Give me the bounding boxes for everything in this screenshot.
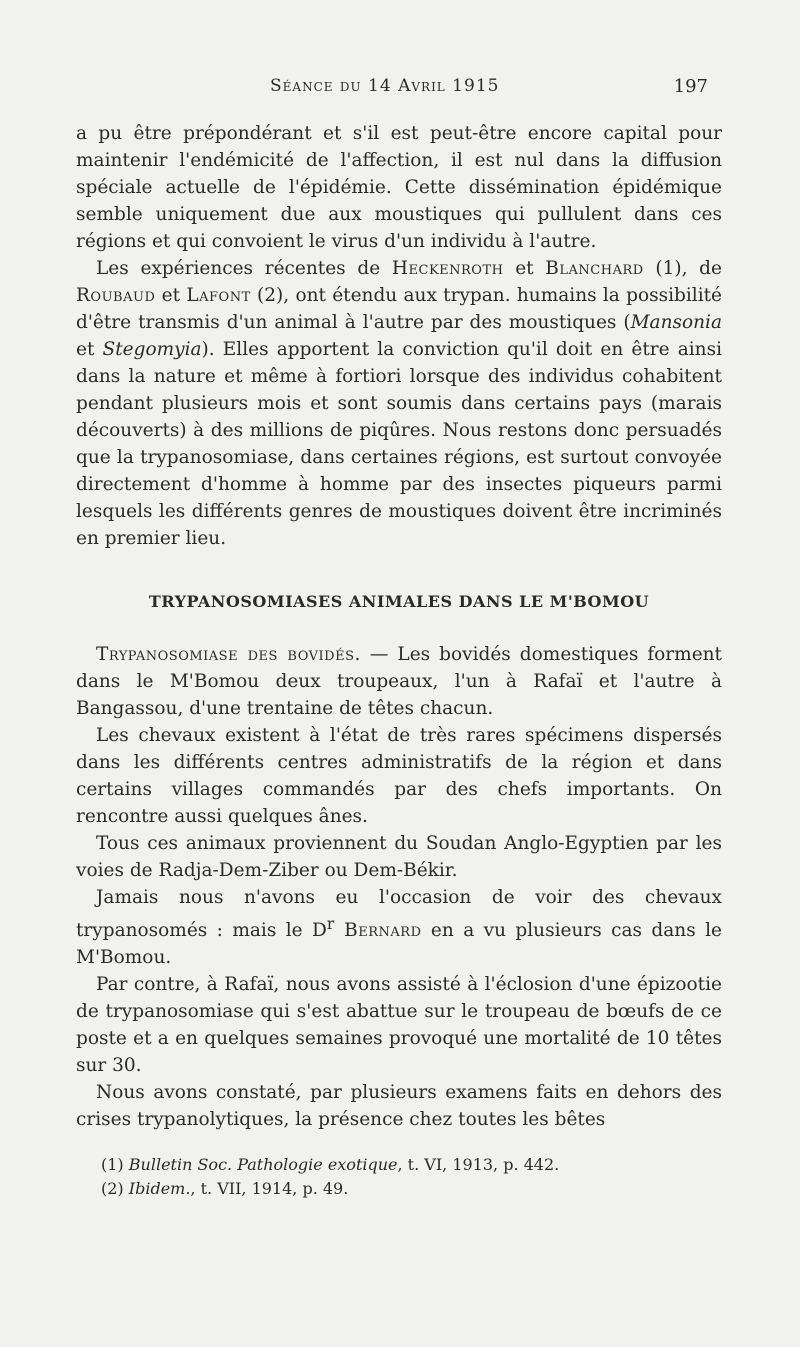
footnote-1-mark: (1) xyxy=(101,1155,124,1174)
running-head xyxy=(0,76,800,100)
genus-mansonia: Mansonia xyxy=(630,312,722,333)
sp4-tail: en a vu plusieurs cas dans le M'Bomou. xyxy=(76,920,722,969)
sp4-sup: r xyxy=(326,915,335,933)
body-text xyxy=(76,120,722,1133)
author-roubaud: Roubaud xyxy=(76,285,156,306)
p2-tail: ). Elles apportent la conviction qu'il doit en être ainsi dans la nature et même à fortiori lorsque des individus cohabitent pendant plusieurs mois et sont soumis dans certains pays (marais découverts) à des millions de piqûres. Nous restons donc persuadés que la trypanosomiase, dans certaines régions, est surtout convoyée directement d'homme à homme par des insectes piqueurs parmi lesquels les différents genres de moustiques doivent être incriminés en premier lieu. xyxy=(76,339,723,549)
author-blanchard: Blanchard xyxy=(545,258,644,279)
footnote-1-rest: , t. VI, 1913, p. 442. xyxy=(397,1155,560,1174)
paragraph-2 xyxy=(76,255,722,552)
sp4-lead: Jamais nous n'avons eu l'occasion de voir des chevaux trypanosomés : mais le D xyxy=(76,887,722,942)
section-paragraph-5: Par contre, à Rafaï, nous avons assisté à l'éclosion d'une épizootie de trypanosomiase qui s'est abattue sur le troupeau de bœufs de ce poste et a en quelques semaines provoqué une mortalité de 10 têtes sur 30. xyxy=(76,974,722,1077)
page-number: 197 xyxy=(673,76,708,97)
paragraph-1: a pu être prépondérant et s'il est peut-être encore capital pour maintenir l'endémicité de l'affection, il est nul dans la diffusion spéciale actuelle de l'épidémie. Cette dissémination épidémique semble uniquement due aux moustiques qui pullulent dans ces régions et qui convoient le virus d'un individu à l'autre. xyxy=(76,123,722,252)
section-paragraph-6: Nous avons constaté, par plusieurs examens faits en dehors des crises trypanolytiques, la présence chez toutes les bêtes xyxy=(76,1082,722,1131)
p2-lead: Les expériences récentes de xyxy=(96,258,392,279)
footnote-2 xyxy=(101,1177,721,1201)
run-in-heading: Trypanosomiase des bovidés. xyxy=(96,644,361,665)
footnote-2-mark: (2) xyxy=(101,1179,124,1198)
section-paragraph-2: Les chevaux existent à l'état de très rares spécimens dispersés dans les différents centres administratifs de la région et dans certains villages commandés par des chefs importants. On rencontre aussi quelques ânes. xyxy=(76,725,722,827)
running-head-title: Séance du 14 Avril 1915 xyxy=(270,76,500,96)
section-paragraph-3: Tous ces animaux proviennent du Soudan Anglo-Egyptien par les voies de Radja-Dem-Ziber ou Dem-Békir. xyxy=(76,833,722,881)
p2-mid1: et xyxy=(503,258,546,279)
footnote-1-title: Bulletin Soc. Pathologie exotique xyxy=(128,1155,398,1174)
section-paragraph-4 xyxy=(76,884,722,971)
footnote-2-title: Ibidem. xyxy=(128,1179,191,1198)
p2-mid5: et xyxy=(76,339,103,360)
footnotes xyxy=(101,1153,721,1201)
author-heckenroth: Heckenroth xyxy=(391,258,504,279)
section-heading: TRYPANOSOMIASES ANIMALES DANS LE M'BOMOU xyxy=(148,592,650,611)
author-lafont: Lafont xyxy=(186,285,251,306)
sp1-text: — Les bovidés domestiques forment dans le M'Bomou deux troupeaux, l'un à Rafaï et l'autre à Bangassou, d'une trentaine de têtes chacun. xyxy=(76,644,722,719)
p2-mid2: (1), de xyxy=(643,258,722,279)
section-paragraph-1 xyxy=(76,641,722,722)
author-bernard: Bernard xyxy=(334,920,422,942)
footnote-2-rest: , t. VII, 1914, p. 49. xyxy=(190,1179,349,1198)
footnote-1 xyxy=(101,1153,721,1177)
p2-mid4: (2), ont étendu aux trypan. humains la possibilité d'être transmis d'un animal à l'autre par des moustiques ( xyxy=(76,285,722,333)
p2-mid3: et xyxy=(155,285,187,306)
genus-stegomyia: Stegomyia xyxy=(102,339,202,360)
